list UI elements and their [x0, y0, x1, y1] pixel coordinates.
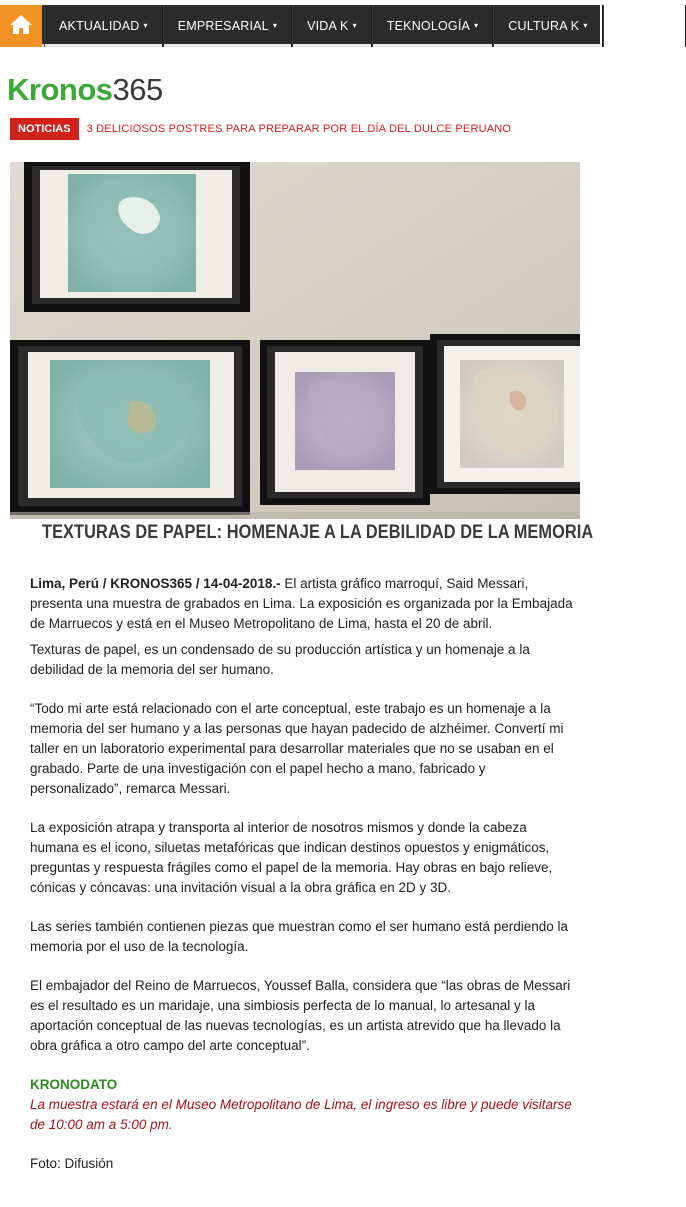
article-paragraph: Texturas de papel, es un condensado de su producción artística y un homenaje a la debilidad de la memoria del ser humano.: [30, 642, 530, 677]
article-title: TEXTURAS DE PAPEL: HOMENAJE A LA DEBILIDAD DE LA MEMORIA: [42, 522, 594, 543]
article-paragraph: El embajador del Reino de Marruecos, Youssef Balla, considera que “las obras de Messari es el resultado es un maridaje, una simbiosis perfecta de lo manual, lo artesanal y la aportación conceptual de las nuevas tecnologías, es un artista atrevido que ha llevado la obra gráfica a otro campo del arte conceptual”.: [30, 978, 571, 1053]
logo-brand-text: Kronos: [7, 72, 113, 107]
article-paragraph: La exposición atrapa y transporta al interior de nosotros mismos y donde la cabeza humana es el icono, siluetas metafóricas que indican destinos opuestos y enigmáticos, preguntas y respuesta frágiles como el papel de la memoria. Hay obras en bajo relieve, cónicas y cóncavas: una invitación visual a la obra gráfica en 2D y 3D.: [30, 820, 553, 895]
news-ticker: [10, 118, 511, 140]
nav-item-aktualidad[interactable]: [44, 5, 163, 47]
nav-item-teknologia[interactable]: [372, 5, 494, 47]
artwork-frame: [10, 340, 250, 515]
main-navbar: [0, 5, 671, 47]
article-paragraph: Las series también contienen piezas que muestran como el ser humano está perdiendo la memoria por el uso de la tecnología.: [30, 919, 569, 954]
nav-item-label: TEKNOLOGÍA: [386, 19, 471, 33]
chevron-down-icon: ▾: [143, 21, 148, 30]
artwork-frame: [24, 162, 250, 312]
article-lead-paragraph: [30, 574, 575, 634]
chevron-down-icon: ▾: [583, 21, 588, 30]
chevron-down-icon: ▾: [272, 21, 278, 30]
artwork-frame: [260, 340, 430, 505]
nav-item-label: EDUKAC: [617, 19, 671, 33]
photo-credit: Foto: Difusión: [30, 1156, 114, 1171]
artwork-frame: [430, 334, 580, 494]
article-body: [30, 574, 575, 1174]
home-button[interactable]: [0, 5, 42, 47]
nav-item-vida-k[interactable]: [292, 5, 372, 47]
nav-item-label: EMPRESARIAL: [177, 19, 269, 33]
chevron-down-icon: ▾: [352, 21, 357, 30]
kronodato-text: La muestra estará en el Museo Metropolitano de Lima, el ingreso es libre y puede visitarse de 10:00 am a 5:00 pm.: [30, 1097, 572, 1132]
nav-item-label: AKTUALIDAD: [59, 19, 140, 33]
article-dateline: Lima, Perú / KRONOS365 / 14-04-2018.-: [30, 576, 281, 591]
nav-item-label: VIDA K: [307, 19, 349, 33]
article-lead-text: El artista gráfico marroquí, Said Messari, presenta una muestra de grabados en Lima. La exposición es organizada por la Embajada de Marruecos y está en el Museo Metropolitano de Lima, hasta el 20 de abril.: [30, 576, 573, 631]
nav-item-label: CULTURA K: [508, 19, 580, 33]
home-icon: [9, 13, 33, 40]
nav-item-empresarial[interactable]: [163, 5, 292, 47]
nav-item-edukac[interactable]: [603, 5, 686, 47]
chevron-down-icon: ▾: [474, 21, 479, 30]
logo-number-text: 365: [112, 72, 163, 107]
kronodato-label: KRONODATO: [30, 1077, 118, 1092]
ticker-headline-link[interactable]: 3 DELICIOSOS POSTRES PARA PREPARAR POR EL DÍA DEL DULCE PERUANO: [86, 123, 512, 135]
nav-item-cultura-k[interactable]: [493, 5, 602, 47]
article-paragraph: “Todo mi arte está relacionado con el arte conceptual, este trabajo es un homenaje a la memoria del ser humano y a las personas que hayan padecido de alzhéimer. Convertí mi taller en un laboratorio experimental para desarrollar materiales que no se usaban en el grabado. Parte de una investigación con el papel hecho a mano, fabricado y personalizado”, remarca Messari.: [30, 701, 564, 796]
article-hero-image: [10, 162, 580, 519]
site-logo[interactable]: [7, 72, 163, 112]
ticker-label: NOTICIAS: [10, 118, 79, 140]
nav-menu: [44, 5, 686, 47]
